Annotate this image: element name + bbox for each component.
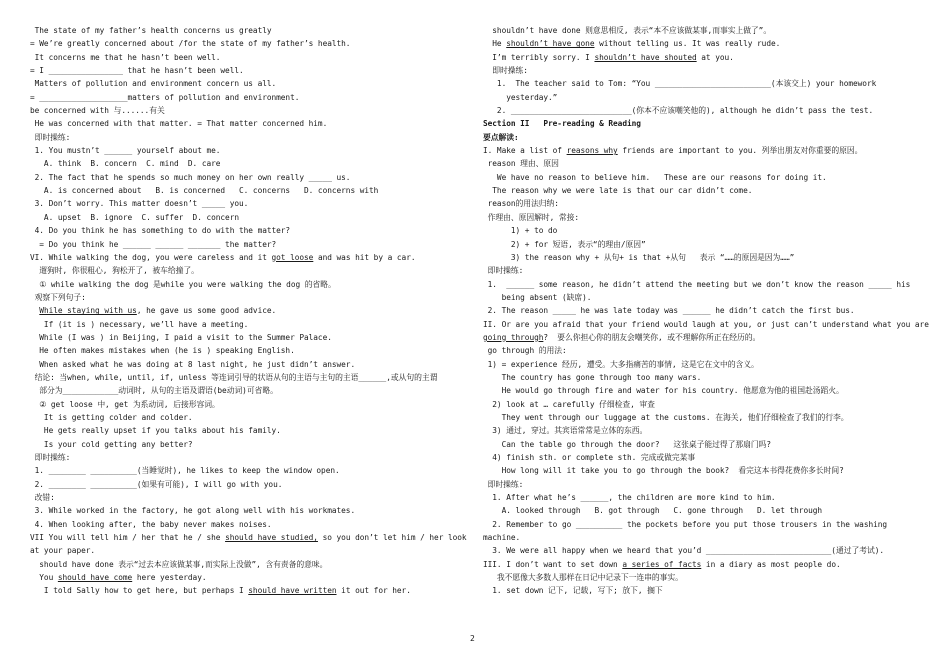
text-line: We have no reason to believe him. These are our reasons for doing it.: [483, 172, 827, 182]
text-line: It is getting colder and colder.: [30, 412, 193, 422]
text-line: He often makes mistakes when (he is ) speaking English.: [30, 346, 295, 356]
text-line: You should have come here yesterday.: [30, 573, 207, 583]
underlined-phrase: should have studied,: [225, 533, 318, 543]
text-line: III. I don’t want to set down a series of facts in a diary as most people do.: [483, 559, 841, 569]
text-line: The state of my father’s health concerns us greatly: [30, 26, 272, 35]
text-line: II. Or are you afraid that your friend would laugh at you, or just can’t understand what you are: [483, 319, 929, 329]
text-line: 1) = experience 经历, 遭受。大多指痛苦的事情, 这是它在文中的含义。: [483, 359, 759, 369]
text-line: = ___________________matters of pollution and environment.: [30, 92, 300, 102]
underlined-phrase: While staying with us: [39, 306, 137, 316]
underlined-phrase: a series of facts: [622, 559, 702, 569]
text-line: 即时操练:: [483, 66, 528, 76]
text-line: go through 的用法:: [483, 346, 567, 356]
text-line: going through? 要么你担心你的朋友会嘲笑你, 或不理解你所正在经历的。: [483, 332, 761, 342]
text-line: 2) + for 短语, 表示“的理由/原因”: [483, 239, 646, 249]
text-line: I. Make a list of reasons why friends are important to you. 列举出朋友对你重要的原因。: [483, 146, 863, 156]
text-line: 3. We were all happy when we heard that you’d ___________________________(通过了考试).: [483, 546, 884, 556]
text-line: ① while walking the dog 是while you were walking the dog 的省略。: [30, 279, 336, 289]
text-line: shouldn’t have done 则意思相反, 表示“本不应该做某事,而事实上做了”。: [483, 26, 772, 35]
text-line: When asked what he was doing at 8 last night, he just didn’t answer.: [30, 359, 356, 369]
text-line: machine.: [483, 533, 521, 543]
text-line: While staying with us, he gave us some good advice.: [39, 306, 277, 316]
right-column: [483, 24, 928, 598]
text-line: 1. ______ some reason, he didn’t attend the meeting but we don’t know the reason _____ his: [483, 279, 911, 289]
text-line: should have done 表示“过去本应该做某事,而实际上没做”, 含有责备的意味。: [30, 559, 328, 569]
text-line: at your paper.: [30, 546, 96, 556]
underlined-phrase: shouldn’t have gone: [506, 39, 595, 49]
text-line: Can the table go through the door? 这张桌子能过得了那扇门吗?: [483, 439, 772, 449]
text-line: 即时操练:: [483, 266, 524, 276]
left-column: [30, 24, 470, 598]
text-line: 即时操练:: [483, 479, 524, 489]
text-line: yesterday.”: [483, 92, 558, 102]
text-line: How long will it take you to go through the book? 看完这本书得花费你多长时间?: [483, 466, 844, 476]
text-line: Is your cold getting any better?: [30, 439, 193, 449]
text-line: 即时操练:: [30, 453, 71, 462]
text-line: 4. When looking after, the baby never makes noises.: [30, 519, 272, 529]
text-line: Matters of pollution and environment concern us all.: [30, 79, 277, 89]
text-line: 3) the reason why + 从句+ is that +从句 表示 “……的原因是因为……”: [483, 252, 795, 262]
text-line: 改错:: [30, 493, 55, 503]
text-line: 1. ________ __________(当睡觉时), he likes to keep the window open.: [30, 466, 340, 476]
text-line: be concerned with 与......有关: [30, 106, 165, 116]
text-line: 3. While worked in the factory, he got along well with his workmates.: [30, 506, 356, 516]
text-line: He was concerned with that matter. = That matter concerned him.: [30, 119, 328, 129]
text-line: reason的用法归纳:: [483, 199, 559, 209]
text-line: He would go through fire and water for his country. 他愿意为他的祖国赴汤蹈火。: [483, 386, 844, 396]
text-line: 1. The teacher said to Tom: “You _________________________(本该交上) your homework: [483, 79, 877, 89]
text-line: A. looked through B. got through C. gone through D. let through: [483, 506, 823, 516]
underlined-phrase: should have come: [57, 573, 133, 583]
text-line: being absent (缺席).: [483, 292, 592, 302]
text-line: 1. You mustn’t ______ yourself about me.: [30, 146, 221, 156]
underlined-phrase: reasons why: [566, 146, 618, 156]
text-line: 观察下列句子:: [30, 292, 86, 302]
text-line: A. think B. concern C. mind D. care: [30, 159, 221, 169]
text-line: 3) 通过, 穿过。其宾语常常是立体的东西。: [483, 426, 648, 436]
text-line: While (I was ) in Beijing, I paid a visit to the Summer Palace.: [30, 332, 332, 342]
text-line: I told Sally how to get here, but perhaps I should have written it out for her.: [30, 586, 411, 596]
text-line: The reason why we were late is that our car didn’t come.: [483, 186, 753, 196]
text-line: 2. The fact that he spends so much money on her own really _____ us.: [30, 172, 351, 182]
underlined-phrase: should have written: [248, 586, 337, 596]
text-line: He gets really upset if you talks about his family.: [30, 426, 281, 436]
text-line: 4) finish sth. or complete sth. 完成或做完某事: [483, 453, 696, 462]
text-line: The country has gone through too many wars.: [483, 372, 702, 382]
text-line: 结论: 当when, while, until, if, unless 等连词引导的状语从句的主语与主句的主语______,或从句的主谓: [30, 372, 438, 382]
text-line: 1. After what he’s ______, the children are more kind to him.: [483, 493, 776, 503]
text-line: 2. Remember to go __________ the pockets before you put those trousers in the washing: [483, 519, 888, 529]
text-line: 2. ________ __________(如果有可能), I will go with you.: [30, 479, 283, 489]
underlined-phrase: got loose: [271, 252, 314, 262]
text-line: He shouldn’t have gone without telling us. It was really rude.: [483, 39, 781, 49]
text-line: reason 理由、原因: [483, 159, 559, 169]
text-line: = I ________________ that he hasn’t been well.: [30, 66, 244, 76]
text-line: 我不愿像大多数人那样在日记中记录下一连串的事实。: [483, 573, 683, 583]
text-line: 1. set down 记下, 记载, 写下; 放下, 搁下: [483, 586, 663, 596]
text-line: 2. The reason _____ he was late today was ______ he didn’t catch the first bus.: [483, 306, 855, 316]
section-subheading: 要点解读:: [483, 132, 519, 142]
text-line: 1) + to do: [483, 226, 558, 236]
text-line: = Do you think he ______ ______ _______ the matter?: [30, 239, 277, 249]
text-line: They went through our luggage at the customs. 在海关, 他们仔细检查了我们的行李。: [483, 412, 849, 422]
text-line: I’m terribly sorry. I shouldn’t have shouted at you.: [483, 52, 734, 62]
text-line: 遛狗时, 你很粗心, 狗松开了, 被车给撞了。: [30, 266, 199, 276]
page-number: 2: [470, 634, 475, 643]
text-line: VI. While walking the dog, you were careless and it got loose and was hit by a car.: [30, 252, 416, 262]
text-line: = We’re greatly concerned about /for the state of my father’s health.: [30, 39, 351, 49]
underlined-phrase: going through: [483, 332, 544, 342]
text-line: 部分为____________动词时, 从句的主语及谓语(be动词)可省略。: [30, 386, 278, 396]
underlined-phrase: shouldn’t have shouted: [594, 52, 697, 62]
text-line: 3. Don’t worry. This matter doesn’t _____ you.: [30, 199, 249, 209]
text-line: 2. __________________________(你本不应该嘲笑他的), although he didn’t pass the test.: [483, 106, 874, 116]
text-line: 作理由、原因解时, 常接:: [483, 212, 580, 222]
text-line: 2) look at … carefully 仔细检查, 审查: [483, 399, 655, 409]
section-heading: Section II Pre-reading & Reading: [483, 119, 641, 129]
text-line: It concerns me that he hasn’t been well.: [30, 52, 221, 62]
text-line: VII You will tell him / her that he / she should have studied, so you don’t let him / her look: [30, 533, 467, 543]
text-line: 即时操练:: [30, 132, 71, 142]
text-line: A. is concerned about B. is concerned C. concerns D. concerns with: [30, 186, 379, 196]
text-line: A. upset B. ignore C. suffer D. concern: [30, 212, 239, 222]
text-line: 4. Do you think he has something to do with the matter?: [30, 226, 291, 236]
text-line: ② get loose 中, get 为系动词, 后接形容词。: [30, 399, 220, 409]
text-line: If (it is ) necessary, we’ll have a meeting.: [30, 319, 249, 329]
